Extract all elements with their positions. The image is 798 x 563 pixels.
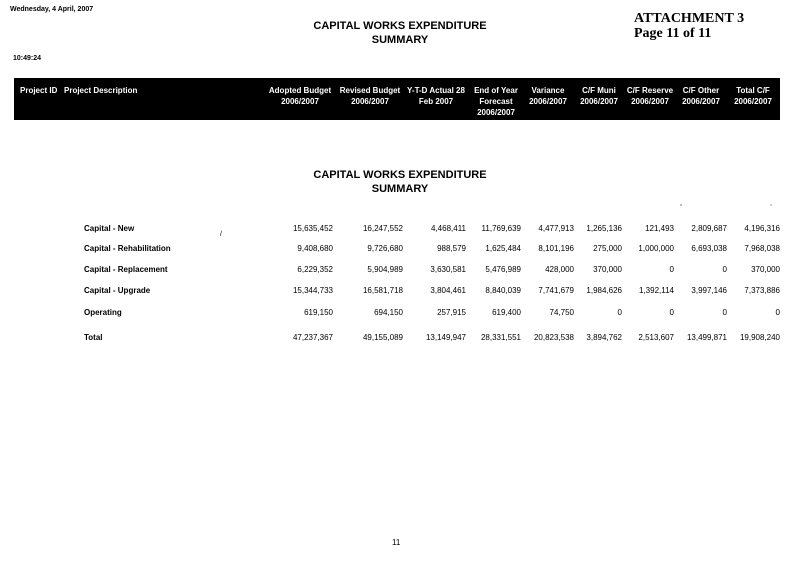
col-cf-other-line2: 2006/2007 bbox=[682, 97, 720, 106]
col-adopted-budget-line2: 2006/2007 bbox=[281, 97, 319, 106]
row-label: Total bbox=[84, 333, 103, 342]
row-value: 4,477,913 bbox=[538, 224, 574, 233]
row-value: 619,400 bbox=[492, 308, 521, 317]
row-value: 988,579 bbox=[437, 244, 466, 253]
col-cf-reserve bbox=[624, 85, 676, 107]
row-value: 28,331,551 bbox=[480, 333, 521, 342]
row-value: 1,392,114 bbox=[639, 286, 674, 295]
col-variance bbox=[526, 85, 570, 107]
row-value: 1,265,136 bbox=[586, 224, 622, 233]
row-value: 694,150 bbox=[374, 308, 403, 317]
row-value: 8,101,196 bbox=[538, 244, 574, 253]
col-revised-budget bbox=[337, 85, 403, 107]
row-value: 619,150 bbox=[304, 308, 333, 317]
row-value: 5,476,989 bbox=[485, 265, 521, 274]
row-value: 16,581,718 bbox=[362, 286, 403, 295]
tick-mark: / bbox=[220, 231, 222, 238]
row-value: 74,750 bbox=[549, 308, 574, 317]
attachment-number: ATTACHMENT 3 bbox=[634, 11, 745, 26]
summary-title bbox=[300, 168, 500, 196]
row-value: 49,155,089 bbox=[362, 333, 403, 342]
summary-title-line2: SUMMARY bbox=[371, 183, 429, 195]
col-ytd-actual bbox=[404, 85, 468, 107]
page-title bbox=[300, 19, 500, 47]
summary-title-line1: CAPITAL WORKS EXPENDITURE bbox=[313, 169, 487, 181]
row-value: 6,693,038 bbox=[691, 244, 727, 253]
col-total-cf-line1: Total C/F bbox=[736, 86, 770, 95]
col-cf-reserve-line1: C/F Reserve bbox=[626, 86, 674, 95]
row-value: 8,840,039 bbox=[485, 286, 521, 295]
col-cf-muni-line2: 2006/2007 bbox=[580, 97, 618, 106]
col-variance-line1: Variance bbox=[531, 86, 565, 95]
col-variance-line2: 2006/2007 bbox=[529, 97, 567, 106]
row-value: 16,247,552 bbox=[362, 224, 403, 233]
attachment-label bbox=[634, 11, 744, 41]
page-title-line1: CAPITAL WORKS EXPENDITURE bbox=[313, 20, 487, 32]
col-ytd-actual-line1: Y-T-D Actual 28 bbox=[407, 86, 465, 95]
col-ytd-actual-line2: Feb 2007 bbox=[418, 97, 454, 106]
row-value: 7,373,886 bbox=[744, 286, 780, 295]
row-value: 1,984,626 bbox=[586, 286, 622, 295]
row-value: 0 bbox=[669, 308, 674, 317]
row-label: Capital - New bbox=[84, 224, 135, 233]
row-value: 257,915 bbox=[437, 308, 466, 317]
table-row bbox=[0, 286, 798, 298]
col-project-id: Project ID bbox=[20, 86, 58, 95]
table-row bbox=[0, 224, 798, 236]
col-total-cf bbox=[730, 85, 776, 107]
row-value: 4,196,316 bbox=[744, 224, 780, 233]
row-value: 0 bbox=[722, 308, 727, 317]
row-value: 9,726,680 bbox=[367, 244, 403, 253]
row-value: 0 bbox=[669, 265, 674, 274]
col-revised-budget-line1: Revised Budget bbox=[339, 86, 401, 95]
scan-speck bbox=[770, 204, 772, 206]
column-header-bar bbox=[14, 78, 780, 120]
col-cf-muni-line1: C/F Muni bbox=[582, 86, 616, 95]
page-count: Page 11 of 11 bbox=[634, 26, 712, 41]
row-value: 1,625,484 bbox=[485, 244, 521, 253]
row-value: 1,000,000 bbox=[638, 244, 674, 253]
row-value: 6,229,352 bbox=[297, 265, 333, 274]
row-label: Capital - Upgrade bbox=[84, 286, 151, 295]
row-label: Capital - Replacement bbox=[84, 265, 168, 274]
row-value: 7,968,038 bbox=[744, 244, 780, 253]
row-value: 4,468,411 bbox=[431, 224, 466, 233]
report-time: 10:49:24 bbox=[13, 55, 42, 62]
row-value: 9,408,680 bbox=[297, 244, 333, 253]
row-value: 47,237,367 bbox=[292, 333, 333, 342]
row-value: 19,908,240 bbox=[739, 333, 780, 342]
row-value: 0 bbox=[775, 308, 780, 317]
row-value: 370,000 bbox=[593, 265, 622, 274]
row-value: 3,804,461 bbox=[430, 286, 466, 295]
row-value: 13,149,947 bbox=[425, 333, 466, 342]
table-row bbox=[0, 333, 798, 345]
row-value: 275,000 bbox=[593, 244, 622, 253]
col-total-cf-line2: 2006/2007 bbox=[734, 97, 772, 106]
col-revised-budget-line2: 2006/2007 bbox=[351, 97, 389, 106]
col-end-of-year-line3: 2006/2007 bbox=[477, 108, 515, 117]
col-cf-other bbox=[678, 85, 724, 107]
table-row bbox=[0, 244, 798, 256]
row-value: 15,344,733 bbox=[292, 286, 333, 295]
col-cf-other-line1: C/F Other bbox=[682, 86, 720, 95]
col-project-description: Project Description bbox=[64, 86, 138, 95]
col-end-of-year bbox=[469, 85, 523, 118]
row-value: 15,635,452 bbox=[292, 224, 333, 233]
page-number: 11 bbox=[392, 538, 401, 547]
col-cf-muni bbox=[576, 85, 622, 107]
row-label: Operating bbox=[84, 308, 122, 317]
row-label: Capital - Rehabilitation bbox=[84, 244, 171, 253]
scan-speck bbox=[680, 204, 682, 206]
report-date: Wednesday, 4 April, 2007 bbox=[10, 6, 94, 13]
col-cf-reserve-line2: 2006/2007 bbox=[631, 97, 669, 106]
row-value: 2,513,607 bbox=[638, 333, 674, 342]
row-value: 3,630,581 bbox=[430, 265, 466, 274]
row-value: 20,823,538 bbox=[533, 333, 574, 342]
col-end-of-year-line1: End of Year bbox=[474, 86, 518, 95]
row-value: 121,493 bbox=[645, 224, 674, 233]
row-value: 5,904,989 bbox=[367, 265, 403, 274]
table-row bbox=[0, 265, 798, 277]
row-value: 428,000 bbox=[545, 265, 574, 274]
row-value: 7,741,679 bbox=[538, 286, 574, 295]
row-value: 370,000 bbox=[751, 265, 780, 274]
row-value: 13,499,871 bbox=[686, 333, 727, 342]
row-value: 0 bbox=[617, 308, 622, 317]
row-value: 11,769,639 bbox=[481, 224, 521, 233]
col-adopted-budget bbox=[264, 85, 336, 107]
col-adopted-budget-line1: Adopted Budget bbox=[268, 86, 332, 95]
row-value: 2,809,687 bbox=[691, 224, 727, 233]
row-value: 3,997,146 bbox=[691, 286, 727, 295]
row-value: 0 bbox=[722, 265, 727, 274]
row-value: 3,894,762 bbox=[586, 333, 622, 342]
page-title-line2: SUMMARY bbox=[371, 34, 429, 46]
table-row bbox=[0, 308, 798, 320]
col-end-of-year-line2: Forecast bbox=[479, 97, 513, 106]
